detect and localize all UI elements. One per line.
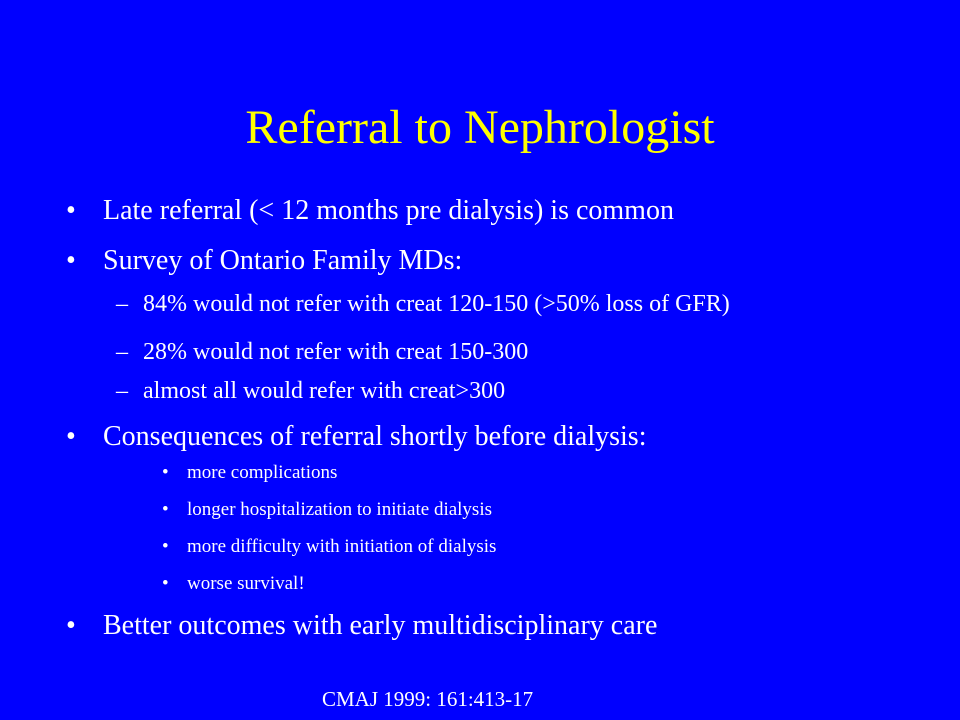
sub-sub-bullet-text: longer hospitalization to initiate dialysis xyxy=(187,499,493,520)
bullet-marker: • xyxy=(66,245,76,276)
dash-marker: – xyxy=(116,291,128,317)
bullet-text: Late referral (< 12 months pre dialysis) is common xyxy=(103,195,674,226)
dash-marker: – xyxy=(116,339,128,365)
bullet-text: Better outcomes with early multidisciplinary care xyxy=(103,610,658,641)
bullet-text: Consequences of referral shortly before dialysis: xyxy=(103,421,647,452)
sub-sub-bullet-text: more complications xyxy=(187,462,338,483)
sub-bullet-text: 28% would not refer with creat 150-300 xyxy=(143,339,529,365)
small-bullet-marker: • xyxy=(162,462,169,483)
dash-marker: – xyxy=(116,378,128,404)
small-bullet-marker: • xyxy=(162,499,169,520)
citation: CMAJ 1999: 161:413-17 xyxy=(322,687,534,711)
bullet-marker: • xyxy=(66,421,76,452)
bullet-marker: • xyxy=(66,610,76,641)
sub-sub-bullet-text: more difficulty with initiation of dialysis xyxy=(187,536,497,557)
bullet-text: Survey of Ontario Family MDs: xyxy=(103,245,463,276)
sub-sub-bullet-text: worse survival! xyxy=(187,573,305,594)
sub-bullet-text: almost all would refer with creat>300 xyxy=(143,378,506,404)
bullet-marker: • xyxy=(66,195,76,226)
sub-bullet-text: 84% would not refer with creat 120-150 (>50% loss of GFR) xyxy=(143,291,730,317)
slide-title: Referral to Nephrologist xyxy=(245,101,715,154)
small-bullet-marker: • xyxy=(162,536,169,557)
small-bullet-marker: • xyxy=(162,573,169,594)
